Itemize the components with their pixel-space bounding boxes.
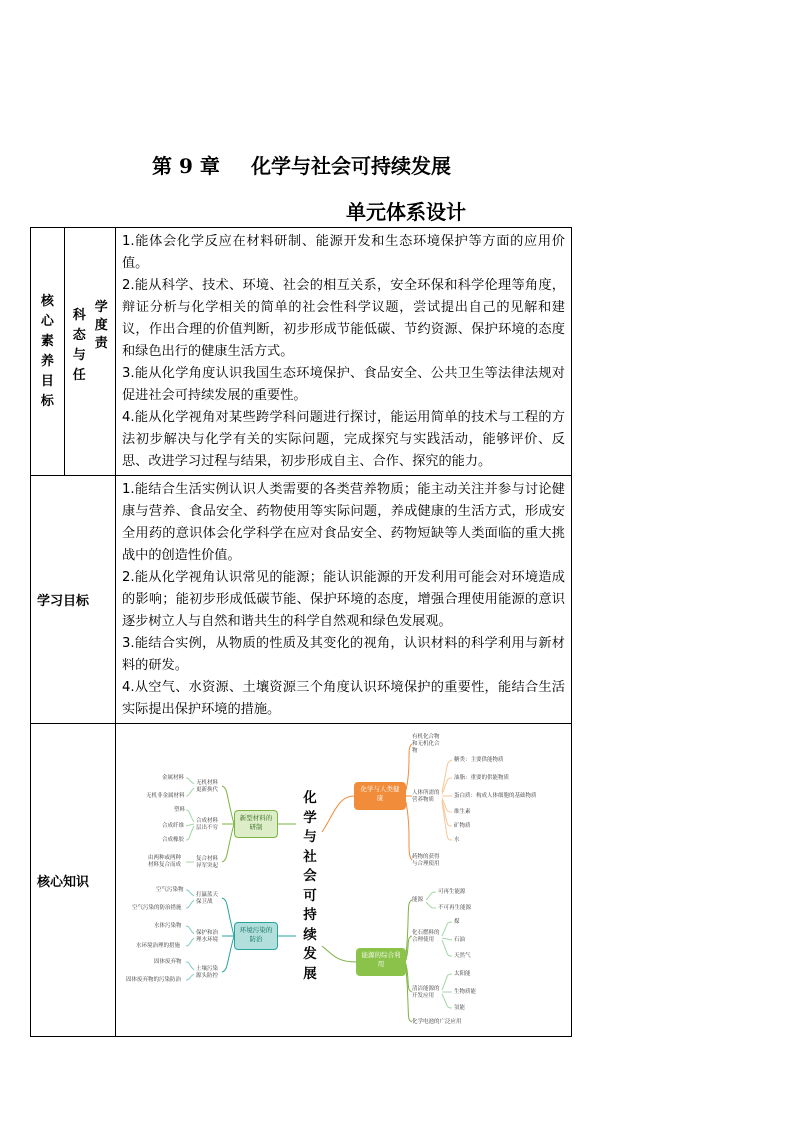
materials-leaf: 金属材料 xyxy=(162,775,185,781)
connector xyxy=(186,824,194,826)
core-item: 2.能从科学、技术、环境、社会的相互关系，安全环保和科学伦理等角度，辩证分析与化学相关的简单的社会性科学议题，尝试提出自己的见解和建议，作出合理的价值判断，初步形成节能低碳、节约资源、保护环境的态度和绿色出行的健康生活方式。 xyxy=(122,278,565,359)
materials-node: 无机材料更新换代 xyxy=(196,780,219,793)
connector xyxy=(222,898,234,936)
branch-materials: 新型材料的研制 xyxy=(234,810,278,838)
health-node: 有机化合物和无机化合物 xyxy=(412,734,440,754)
health-leaf: 糖类：主要供能物质 xyxy=(454,757,504,763)
health-leaf: 水 xyxy=(454,837,460,843)
mind-map-connectors xyxy=(116,724,570,1034)
mind-map-center-title: 化 学 与 社 会 可 持 续 发 展 xyxy=(303,790,317,982)
energy-node: 能源 xyxy=(412,897,424,903)
materials-leaf: 合成橡胶 xyxy=(162,837,185,843)
energy-node: 化学电池的广泛应用 xyxy=(412,1019,462,1025)
connector xyxy=(322,946,356,962)
connector xyxy=(186,810,194,822)
connector xyxy=(186,778,194,784)
env-leaf: 空气污染的防治措施 xyxy=(132,905,182,911)
branch-health: 化学与人类健康 xyxy=(354,782,406,810)
env-leaf: 空气污染物 xyxy=(156,887,184,893)
energy-node: 清洁能源的开发应用 xyxy=(412,986,440,999)
materials-leaf: 由两种或两种材料复合而成 xyxy=(148,855,182,868)
connector xyxy=(222,936,234,972)
branch-energy: 能源的综合利用 xyxy=(356,948,406,976)
learning-goals-row xyxy=(31,476,572,724)
health-node: 人体所需的营养物质 xyxy=(412,790,440,803)
env-leaf: 固体废弃物 xyxy=(154,959,182,965)
connector xyxy=(426,902,436,908)
materials-leaf: 无机非金属材料 xyxy=(146,793,185,799)
energy-leaf: 可再生能源 xyxy=(438,889,466,895)
connector xyxy=(222,824,234,862)
energy-leaf: 生物质能 xyxy=(454,989,477,995)
learning-goals-content xyxy=(116,476,572,724)
connector xyxy=(186,938,194,946)
energy-leaf: 太阳能 xyxy=(454,971,471,977)
connector xyxy=(442,974,452,990)
energy-leaf: 天然气 xyxy=(454,953,471,959)
core-literacy-content xyxy=(116,228,572,476)
science-attitude-label: 科 态 与 学 度 责 任 xyxy=(64,228,115,476)
health-leaf: 维生素 xyxy=(454,809,471,815)
env-leaf: 水环境治理的措施 xyxy=(136,943,181,949)
mind-map xyxy=(116,724,570,1034)
materials-node: 合成材料层出不穷 xyxy=(196,818,219,831)
connector xyxy=(186,788,194,796)
energy-node: 化石燃料的合理使用 xyxy=(412,930,440,943)
env-node: 土壤污染源头防控 xyxy=(196,966,219,979)
connector xyxy=(186,962,194,970)
page-subtitle: 单元体系设计 xyxy=(346,200,466,224)
connector xyxy=(426,892,436,900)
energy-leaf: 石油 xyxy=(454,937,466,943)
materials-leaf: 合成纤维 xyxy=(162,823,185,829)
core-knowledge-content xyxy=(116,724,572,1037)
core-knowledge-label: 核心知识 xyxy=(31,724,116,1037)
energy-leaf: 煤 xyxy=(454,919,460,925)
branch-environment: 环境污染的防治 xyxy=(234,922,278,950)
chapter-number: 第 9 章 xyxy=(152,154,220,178)
env-leaf: 固体废弃物的污染防治 xyxy=(126,977,182,983)
connector xyxy=(222,786,234,824)
design-table xyxy=(30,227,572,1037)
connector xyxy=(442,938,452,940)
energy-leaf: 氢能 xyxy=(454,1005,466,1011)
connector xyxy=(186,974,194,980)
connector xyxy=(442,760,452,792)
health-leaf: 蛋白质：构成人体细胞的基础物质 xyxy=(454,793,537,799)
connector xyxy=(186,900,194,908)
connector xyxy=(442,940,452,956)
learning-item: 2.能从化学视角认识常见的能源；能认识能源的开发利用可能会对环境造成的影响；能初步形成低碳节能、保护环境的态度，增强合理使用能源的意识逐步树立人与自然和谐共生的科学自然观和绿色发展观。 xyxy=(122,570,565,629)
connector xyxy=(442,994,452,1008)
materials-node: 复合材料异军突起 xyxy=(196,856,219,869)
core-item: 3.能从化学角度认识我国生态环境保护、食品安全、公共卫生等法律法规对促进社会可持续发展的重要性。 xyxy=(122,366,565,403)
env-leaf: 水体污染物 xyxy=(154,923,182,929)
connector xyxy=(406,802,412,860)
connector xyxy=(186,890,194,896)
chapter-name: 化学与社会可持续发展 xyxy=(251,154,451,178)
learning-goals-label: 学习目标 xyxy=(31,476,116,724)
learning-item: 1.能结合生活实例认识人类需要的各类营养物质；能主动关注并参与讨论健康与营养、食品安全、药物使用等实际问题，养成健康的生活方式，形成安全用药的意识体会化学科学在应对食品安全、药物短缺等人类面临的重大挑战中的创造性价值。 xyxy=(122,482,565,563)
env-node: 保护和治理水环境 xyxy=(196,930,219,943)
learning-item: 4.从空气、水资源、土壤资源三个角度认识环境保护的重要性，能结合生活实际提出保护环境的措施。 xyxy=(122,680,565,717)
health-leaf: 矿物质 xyxy=(454,823,471,829)
core-knowledge-row xyxy=(31,724,572,1037)
connector xyxy=(186,826,194,840)
connector xyxy=(442,922,452,936)
core-literacy-row xyxy=(31,228,572,476)
connector xyxy=(186,926,194,934)
health-leaf: 油脂：重要的供能物质 xyxy=(454,775,510,781)
health-node: 药物的获得与合理使用 xyxy=(412,854,440,867)
env-node: 打赢蓝天保卫战 xyxy=(196,892,219,905)
learning-item: 3.能结合实例，从物质的性质及其变化的视角，认识材料的科学利用与新材料的研发。 xyxy=(122,636,565,673)
connector xyxy=(322,796,354,832)
connector xyxy=(406,900,412,956)
core-literacy-label: 核 心 素 养 目 标 xyxy=(31,228,65,476)
energy-leaf: 不可再生能源 xyxy=(438,905,472,911)
core-item: 4.能从化学视角对某些跨学科问题进行探讨，能运用简单的技术与工程的方法初步解决与化学有关的实际问题，完成探究与实践活动，能够评价、反思、改进学习过程与结果，初步形成自主、合作、探究的能力。 xyxy=(122,410,565,469)
materials-leaf: 塑料 xyxy=(174,807,186,813)
core-item: 1.能体会化学反应在材料研制、能源开发和生态环境保护等方面的应用价值。 xyxy=(122,234,565,271)
